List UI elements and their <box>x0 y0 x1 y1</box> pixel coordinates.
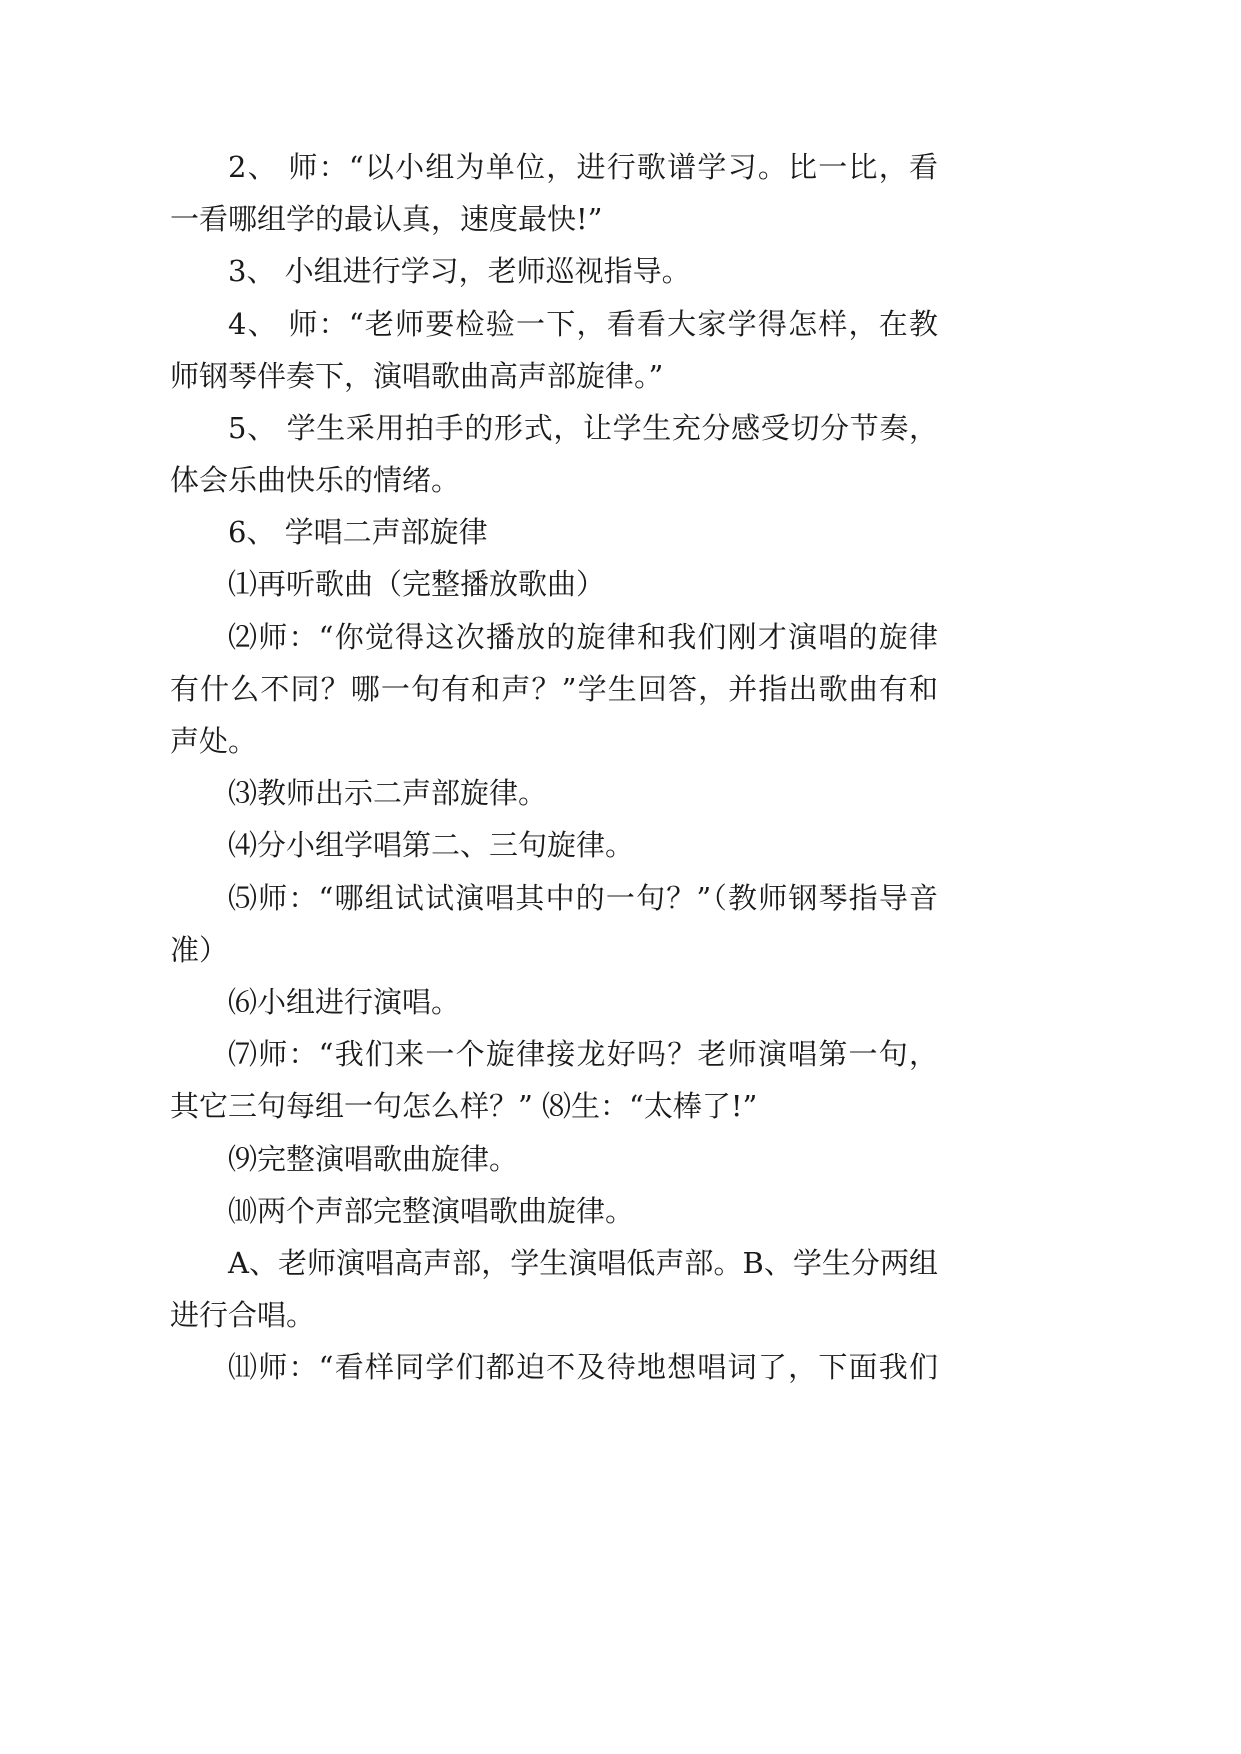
line-3: 3、 小组进行学习，老师巡视指导。 <box>228 254 691 288</box>
line-21: ⑽两个声部完整演唱歌曲旋律。 <box>228 1194 635 1228</box>
line-11: 有什么不同？哪一句有和声？”学生回答，并指出歌曲有和 <box>170 672 938 706</box>
line-4: 4、 师：“老师要检验一下，看看大家学得怎样，在教 <box>228 307 938 341</box>
line-13: ⑶教师出示二声部旋律。 <box>228 776 548 810</box>
line-20: ⑼完整演唱歌曲旋律。 <box>228 1142 519 1176</box>
line-8: 6、 学唱二声部旋律 <box>228 515 488 549</box>
line-16: 准） <box>170 933 229 967</box>
line-2: 一看哪组学的最认真，速度最快!” <box>170 202 603 236</box>
line-1: 2、 师：“以小组为单位，进行歌谱学习。比一比，看 <box>228 150 938 184</box>
line-22: A、老师演唱高声部，学生演唱低声部。B、学生分两组 <box>228 1246 938 1280</box>
line-17: ⑹小组进行演唱。 <box>228 985 461 1019</box>
line-12: 声处。 <box>170 724 258 758</box>
line-19: 其它三句每组一句怎么样？” ⑻生：“太棒了!” <box>170 1089 758 1123</box>
line-18: ⑺师：“我们来一个旋律接龙好吗？老师演唱第一句， <box>228 1037 938 1071</box>
line-9: ⑴再听歌曲（完整播放歌曲） <box>228 567 606 601</box>
line-7: 体会乐曲快乐的情绪。 <box>170 463 461 497</box>
line-10: ⑵师：“你觉得这次播放的旋律和我们刚才演唱的旋律 <box>228 620 938 654</box>
line-24: ⑾师：“看样同学们都迫不及待地想唱词了，下面我们 <box>228 1350 938 1384</box>
line-15: ⑸师：“哪组试试演唱其中的一句？”（教师钢琴指导音 <box>228 881 938 915</box>
line-14: ⑷分小组学唱第二、三句旋律。 <box>228 828 635 862</box>
line-6: 5、 学生采用拍手的形式，让学生充分感受切分节奏， <box>228 411 938 445</box>
line-5: 师钢琴伴奏下，演唱歌曲高声部旋律。” <box>170 359 664 393</box>
line-23: 进行合唱。 <box>170 1298 316 1332</box>
